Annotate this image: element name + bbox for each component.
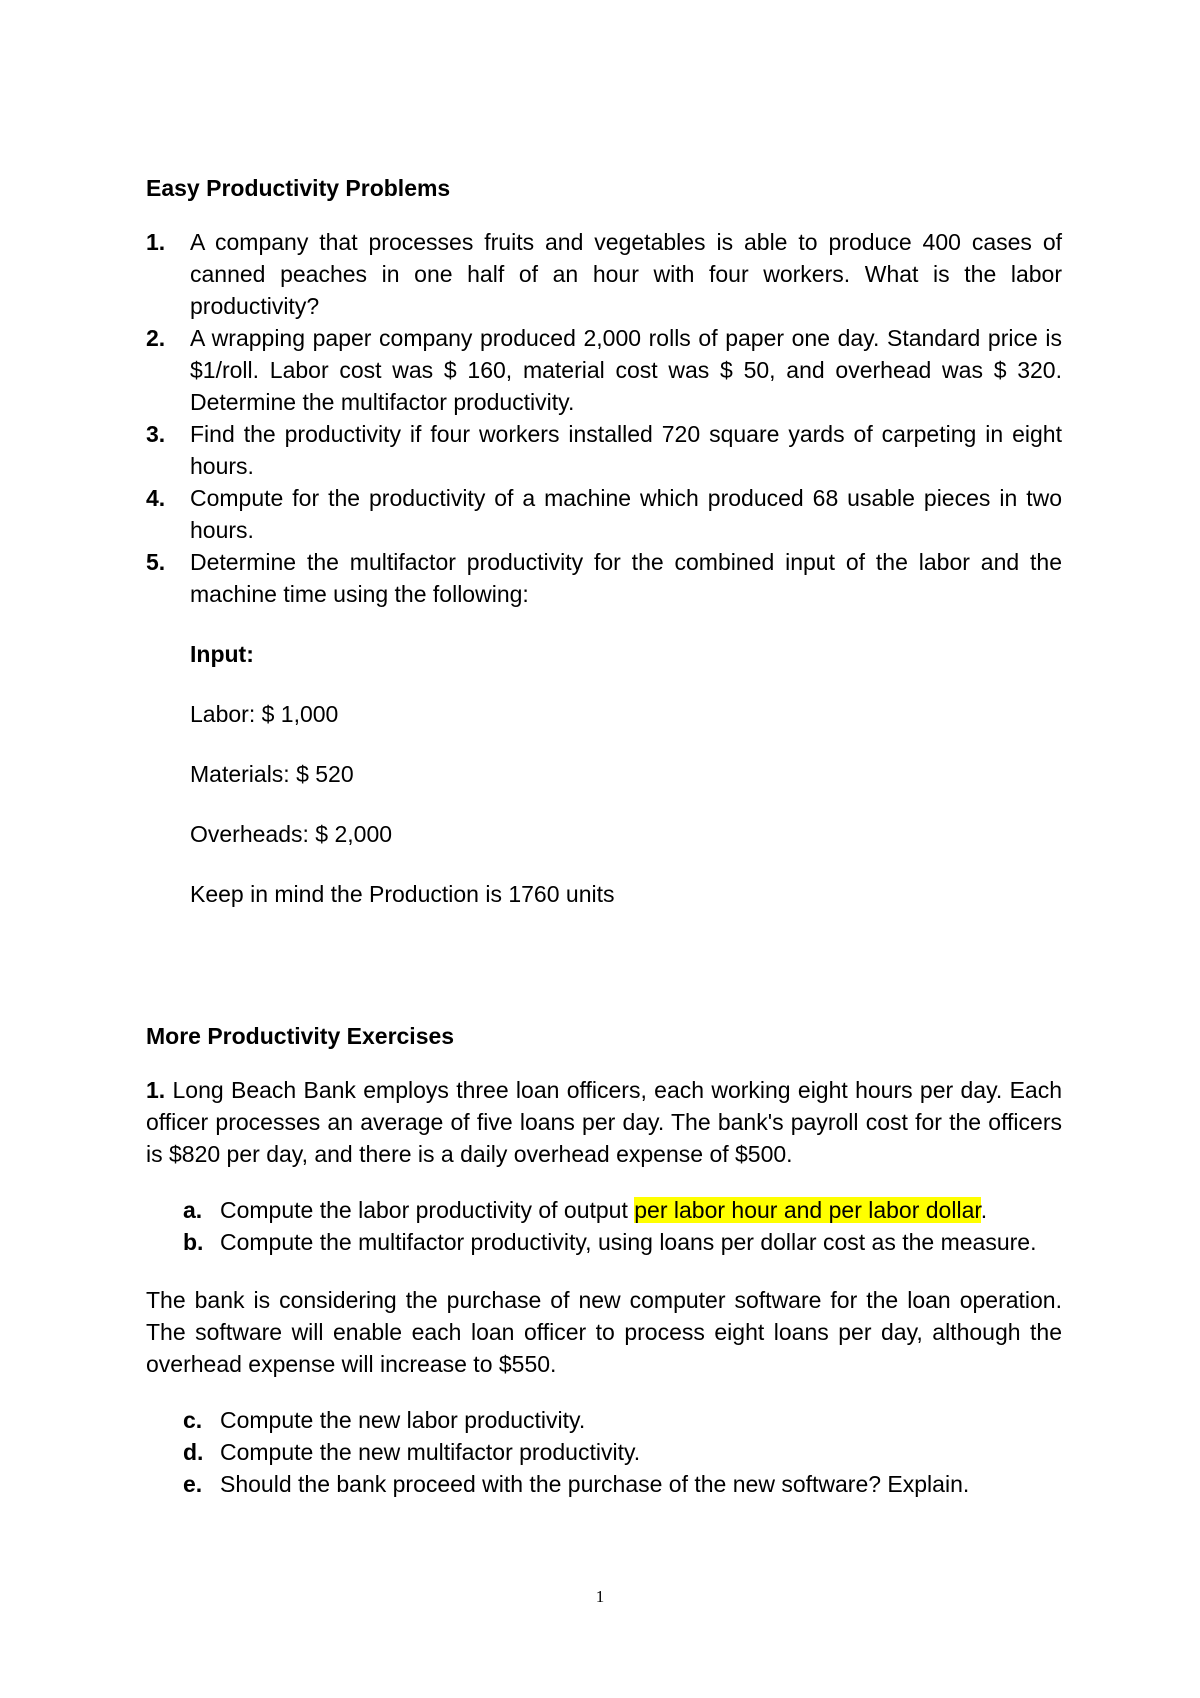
list-item — [146, 226, 1062, 322]
item-text: Compute the new multifactor productivity. — [220, 1439, 641, 1465]
item-text: Should the bank proceed with the purchase of the new software? Explain. — [220, 1471, 970, 1497]
list-item — [146, 418, 1062, 482]
item-number: 1. — [146, 229, 166, 255]
list-item — [146, 322, 1062, 418]
bank-paragraph — [146, 1074, 1062, 1170]
item-text: Find the productivity if four workers installed 720 square yards of carpeting in eight hours. — [190, 421, 1062, 479]
item-text: A company that processes fruits and vegetables is able to produce 400 cases of canned peaches in one half of an hour with four workers. What is the labor productivity? — [190, 229, 1062, 319]
input-materials: Materials: $ 520 — [190, 761, 354, 787]
item-text: Compute the multifactor productivity, using loans per dollar cost as the measure. — [220, 1229, 1037, 1255]
item-text: A wrapping paper company produced 2,000 rolls of paper one day. Standard price is $1/roll. Labor cost was $ 160, material cost was $ 50, and overhead was $ 320. Determine the multifactor productivity. — [190, 325, 1062, 415]
input-title: Input: — [190, 641, 254, 667]
item-letter: d. — [183, 1439, 204, 1465]
item-letter: b. — [183, 1229, 204, 1255]
list-item — [183, 1436, 1062, 1468]
item-letter: a. — [183, 1197, 203, 1223]
questions-list-2 — [146, 1404, 1062, 1500]
item-number: 3. — [146, 421, 166, 447]
list-item — [183, 1226, 1062, 1258]
input-block — [146, 638, 1062, 910]
page-number: 1 — [595, 1587, 605, 1606]
section-heading-more: More Productivity Exercises — [146, 1023, 455, 1049]
item-text: Compute the new labor productivity. — [220, 1407, 586, 1433]
easy-problems-list — [146, 226, 1062, 610]
item-number: 2. — [146, 325, 166, 351]
list-item — [146, 482, 1062, 546]
production-note: Keep in mind the Production is 1760 units — [190, 881, 615, 907]
item-text-end: . — [980, 1197, 988, 1223]
list-item — [146, 546, 1062, 610]
page-content — [146, 172, 1062, 1500]
paragraph-text: Long Beach Bank employs three loan officers, each working eight hours per day. Each officer processes an average of five loans per day. The bank's payroll cost for the officers is $820 per day, and there is a daily overhead expense of $500. — [146, 1077, 1062, 1167]
item-number: 5. — [146, 549, 166, 575]
list-item — [183, 1404, 1062, 1436]
highlighted-text: per labor hour and per labor dollar — [634, 1197, 981, 1223]
questions-list-1 — [146, 1194, 1062, 1258]
paragraph-number: 1. — [146, 1077, 166, 1103]
item-text: Determine the multifactor productivity for the combined input of the labor and the machine time using the following: — [190, 549, 1062, 607]
input-overheads: Overheads: $ 2,000 — [190, 821, 393, 847]
item-letter: e. — [183, 1471, 203, 1497]
item-number: 4. — [146, 485, 166, 511]
item-text: Compute for the productivity of a machine which produced 68 usable pieces in two hours. — [190, 485, 1062, 543]
section-heading-easy: Easy Productivity Problems — [146, 175, 451, 201]
item-text: Compute the labor productivity of output — [220, 1197, 635, 1223]
list-item — [183, 1194, 1062, 1226]
software-paragraph: The bank is considering the purchase of new computer software for the loan operation. The software will enable each loan officer to process eight loans per day, although the overhead expense will increase to $550. — [146, 1287, 1062, 1377]
list-item — [183, 1468, 1062, 1500]
item-letter: c. — [183, 1407, 203, 1433]
input-labor: Labor: $ 1,000 — [190, 701, 339, 727]
